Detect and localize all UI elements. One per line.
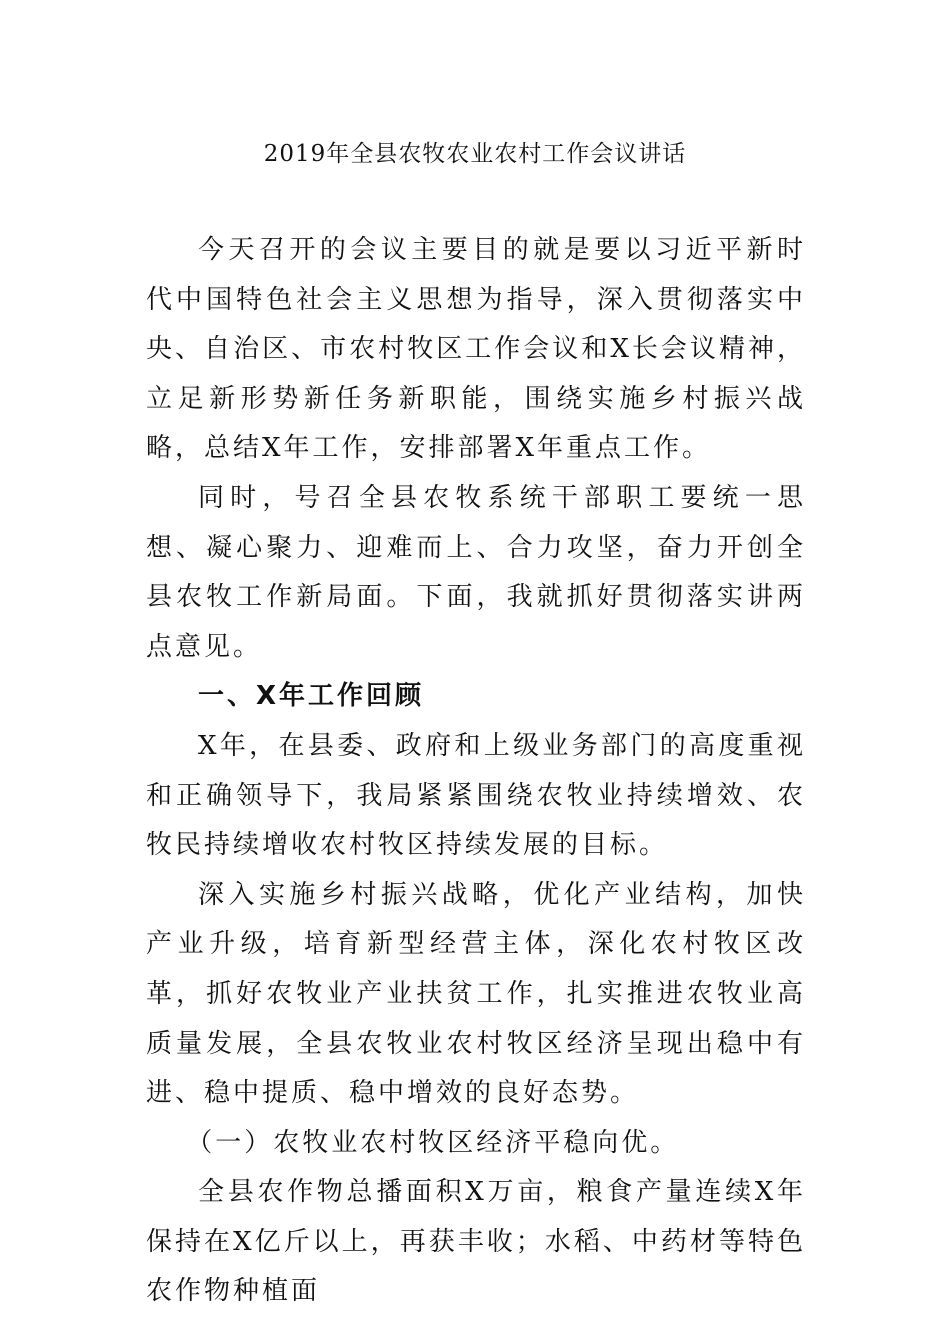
paragraph-intro: 今天召开的会议主要目的就是要以习近平新时代中国特色社会主义思想为指导，深入贯彻落实中央、自治区、市农村牧区工作会议和X长会议精神，立足新形势新任务新职能，围绕实施乡村振兴战略，总结X年工作，安排部署X年重点工作。: [146, 235, 806, 464]
paragraph-economy: 全县农作物总播面积X万亩，粮食产量连续X年保持在X亿斤以上，再获丰收；水稻、中药材等特色农作物种植面: [146, 1177, 806, 1307]
document-title: 2019年全县农牧农业农村工作会议讲话: [263, 141, 687, 167]
section-heading-review: 一、X年工作回顾: [198, 681, 425, 712]
document-body: [146, 226, 806, 1317]
paragraph-review-1: X年，在县委、政府和上级业务部门的高度重视和正确领导下，我局紧紧围绕农牧业持续增效、农牧民持续增收农村牧区持续发展的目标。: [146, 730, 806, 861]
subsection-heading-economy: （一）农牧业农村牧区经济平稳向优。: [186, 1127, 680, 1158]
paragraph-review-2: 深入实施乡村振兴战略，优化产业结构，加快产业升级，培育新型经营主体，深化农村牧区改革，抓好农牧业产业扶贫工作，扎实推进农牧业高质量发展，全县农牧业农村牧区经济呈现出稳中有进、稳中提质、稳中增效的良好态势。: [146, 879, 806, 1109]
paragraph-call-to-action: 同时，号召全县农牧系统干部职工要统一思想、凝心聚力、迎难而上、合力攻坚，奋力开创全县农牧工作新局面。下面，我就抓好贯彻落实讲两点意见。: [146, 482, 806, 662]
